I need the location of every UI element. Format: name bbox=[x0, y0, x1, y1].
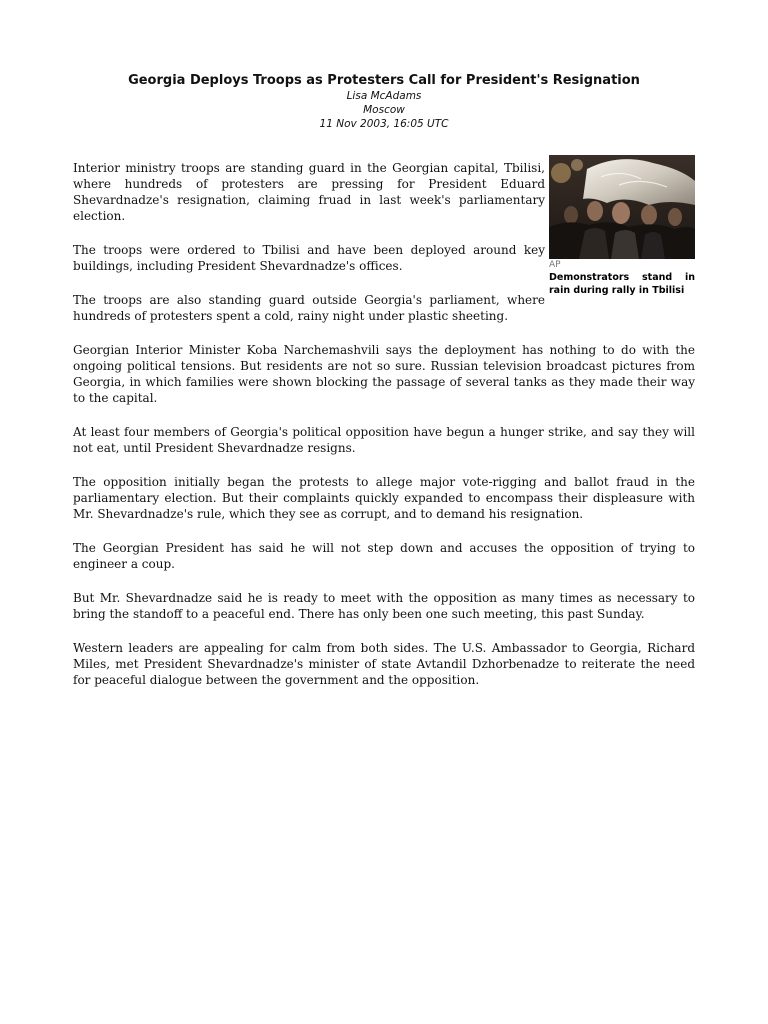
article-paragraph: The troops are also standing guard outside Georgia's parliament, where hundreds of protesters spent a cold, rainy night under plastic sheeting. bbox=[73, 293, 545, 323]
photo-caption: Demonstrators stand in rain during rally in Tbilisi bbox=[549, 272, 695, 296]
article-paragraph: Interior ministry troops are standing guard in the Georgian capital, Tbilisi, where hundreds of protesters are pressing for President Eduard Shevardnadze's resignation, claiming fruad in last week's parliamentary election. bbox=[73, 161, 545, 223]
photo-credit: AP bbox=[549, 260, 561, 270]
article-location: Moscow bbox=[363, 104, 405, 116]
protest-photo bbox=[549, 155, 695, 259]
article-paragraph: The Georgian President has said he will not step down and accuses the opposition of trying to engineer a coup. bbox=[73, 541, 695, 571]
article-author: Lisa McAdams bbox=[346, 90, 422, 102]
photo-figure bbox=[549, 155, 695, 297]
article-paragraph: At least four members of Georgia's political opposition have begun a hunger strike, and say they will not eat, until President Shevardnadze resigns. bbox=[73, 425, 695, 455]
article-date: 11 Nov 2003, 16:05 UTC bbox=[319, 118, 449, 130]
article-headline: Georgia Deploys Troops as Protesters Call for President's Resignation bbox=[128, 73, 640, 88]
article-paragraph: The troops were ordered to Tbilisi and have been deployed around key buildings, including President Shevardnadze's offices. bbox=[73, 243, 545, 273]
article-paragraph: Georgian Interior Minister Koba Narchemashvili says the deployment has nothing to do with the ongoing political tensions. But residents are not so sure. Russian television broadcast pictures from Georgia, in which families were shown blocking the passage of several tanks as they made their way to the capital. bbox=[73, 343, 695, 405]
article-paragraph: Western leaders are appealing for calm from both sides. The U.S. Ambassador to Georgia, Richard Miles, met President Shevardnadze's minister of state Avtandil Dzhorbenadze to reiterate the need for peaceful dialogue between the government and the opposition. bbox=[73, 641, 695, 687]
article-header bbox=[73, 72, 695, 131]
document-page bbox=[73, 72, 695, 706]
article-body bbox=[73, 160, 695, 688]
article-paragraph: The opposition initially began the protests to allege major vote-rigging and ballot fraud in the parliamentary election. But their complaints quickly expanded to encompass their displeasure with Mr. Shevardnadze's rule, which they see as corrupt, and to demand his resignation. bbox=[73, 475, 695, 521]
article-paragraph: But Mr. Shevardnadze said he is ready to meet with the opposition as many times as necessary to bring the standoff to a peaceful end. There has only been one such meeting, this past Sunday. bbox=[73, 591, 695, 621]
